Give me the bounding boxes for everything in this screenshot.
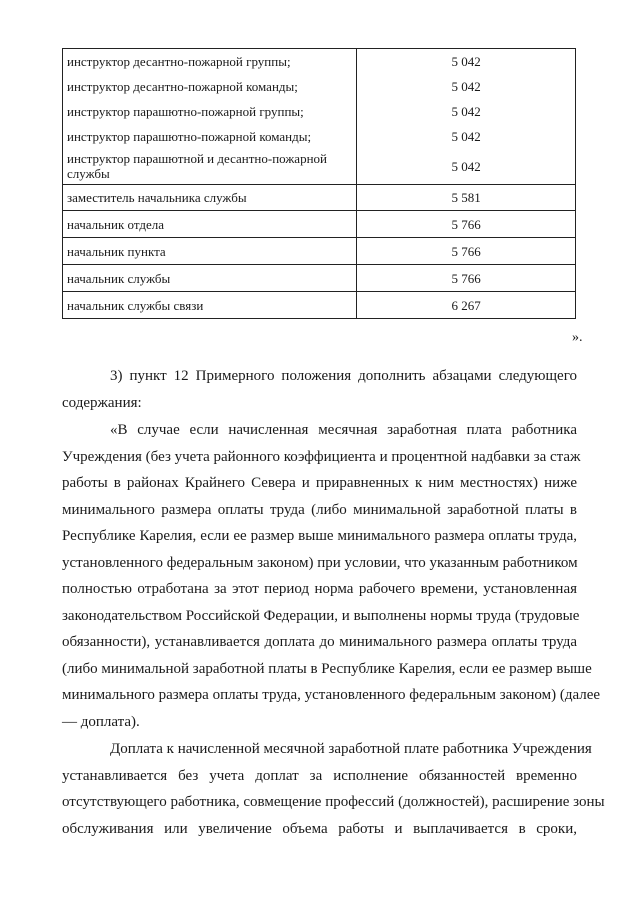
amount-cell: 5 766 [357,238,576,265]
text-line: полностью отработана за этот период норма рабочего времени, установленная [62,581,577,597]
amount-cell: 5 581 [357,185,576,211]
text-line: установленного федеральным законом) при условии, что указанным работником [62,554,578,571]
text-line: Доплата к начисленной месячной заработной плате работника Учреждения [110,741,592,757]
paragraph-amendment [62,363,577,416]
text-line: Учреждения (без учета районного коэффициента и процентной надбавки за стаж [62,448,581,465]
amount-cell: 5 042 [357,124,576,149]
text-line: содержания: [62,394,142,411]
text-line: устанавливается без учета доплат за исполнение обязанностей временно [62,767,577,784]
amount-cell: 5 042 [357,149,576,185]
position-cell: начальник отдела [63,211,357,238]
table-row [63,238,576,265]
paragraph-supplement [62,736,605,842]
text-line: минимального размера оплаты труда, установленного федеральным законом) (далее [62,687,601,703]
table-row [63,265,576,292]
amount-cell: 5 042 [357,74,576,99]
table-row [63,99,576,124]
text-line: отсутствующего работника, совмещение профессий (должностей), расширение зоны [62,794,605,810]
table-row [63,292,576,319]
table-row [63,211,576,238]
text-line: работы в районах Крайнего Севера и приравненных к ним местностях) ниже [62,475,577,491]
table-row [63,49,576,74]
text-line: (либо минимальной заработной платы в Республике Карелия, если ее размер выше [62,660,592,677]
position-cell: инструктор парашютно-пожарной команды; [63,124,357,149]
position-cell: инструктор десантно-пожарной группы; [63,49,357,74]
text-line: законодательством Российской Федерации, и выполнены нормы труда (трудовые [62,607,580,624]
amount-cell: 5 042 [357,99,576,124]
amount-cell: 5 042 [357,49,576,74]
position-cell: начальник службы связи [63,292,357,319]
closing-quote: ». [572,330,583,345]
table-row [63,185,576,211]
text-line: 3) пункт 12 Примерного положения дополнить абзацами следующего [110,368,577,384]
text-line: Республике Карелия, если ее размер выше минимального размера оплаты труда, [62,528,577,544]
position-cell: инструктор парашютно-пожарной группы; [63,99,357,124]
paragraph-quoted-clause [62,417,601,735]
salary-table [62,48,576,319]
position-cell: инструктор десантно-пожарной команды; [63,74,357,99]
position-cell: инструктор парашютной и десантно-пожарной службы [63,149,357,185]
amount-cell: 5 766 [357,265,576,292]
amount-cell: 6 267 [357,292,576,319]
text-line: обязанности), устанавливается доплата до минимального размера оплаты труда [62,634,577,650]
text-line: минимального размера оплаты труда (либо минимальной заработной платы в [62,501,577,518]
text-line: «В случае если начисленная месячная заработная плата работника [110,422,577,438]
position-cell: заместитель начальника службы [63,185,357,211]
position-cell: начальник пункта [63,238,357,265]
text-line: — доплата). [62,713,140,730]
table-row [63,74,576,99]
table-row [63,124,576,149]
text-line: обслуживания или увеличение объема работы и выплачивается в сроки, [62,820,577,837]
table-row [63,149,576,185]
position-cell: начальник службы [63,265,357,292]
amount-cell: 5 766 [357,211,576,238]
